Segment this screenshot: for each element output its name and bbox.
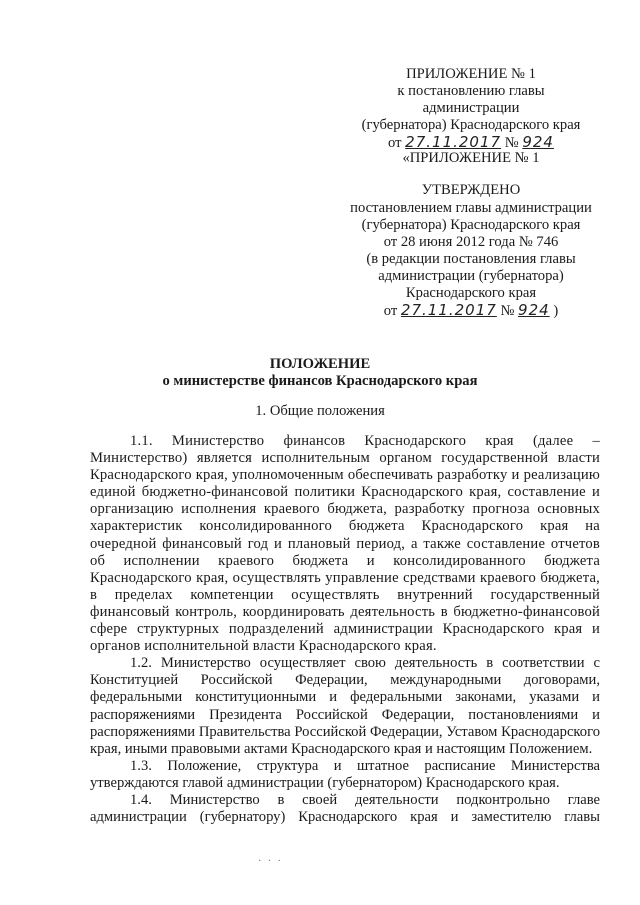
paragraph-1-1: 1.1. Министерство финансов Краснодарского края (далее – Министерство) является исполнительным органом государственной власти Краснодарского края, уполномоченным обеспечивать разработку и реализацию единой бюджетно-финансовой политики Краснодарского края, составление и организацию исполнения краевого бюджета, разработку прогноза основных характеристик консолидированного бюджета Краснодарского края на очередной финансовый год и плановый период, а также составление отчетов об исполнении краевого бюджета и консолидированного бюджета Краснодарского края, осуществлять управление средствами краевого бюджета, в пределах компетенции осуществлять внутренний государственный финансовый контроль, координировать деятельность в бюджетно-финансовой сфере структурных подразделений администрации Краснодарского края и органов исполнительной власти Краснодарского края.: [90, 433, 600, 655]
paragraph-1-4: 1.4. Министерство в своей деятельности подконтрольно главе администрации (губернатору) Краснодарского края и заместителю главы: [90, 791, 600, 826]
approved-title: УТВЕРЖДЕНО: [421, 182, 521, 198]
approved-line-2: (губернатора) Краснодарского края: [361, 217, 581, 233]
approved-closing-paren: ): [553, 303, 559, 319]
appendix-label: ПРИЛОЖЕНИЕ № 1: [406, 66, 536, 82]
paragraph-1-3: 1.3. Положение, структура и штатное расписание Министерства утверждаются главой администрации (губернатором) Краснодарского края.: [90, 757, 600, 791]
appendix-number-sign: №: [504, 135, 519, 151]
appendix-handwritten-date: 27.11.2017: [405, 133, 502, 151]
approved-handwritten-number: 924: [518, 301, 550, 319]
approved-line-6: Краснодарского края: [405, 285, 537, 301]
document-title: ПОЛОЖЕНИЕ: [269, 356, 371, 372]
appendix-from-prefix: от: [388, 135, 402, 151]
document-title-block: [100, 356, 540, 390]
document-subtitle: о министерстве финансов Краснодарского края: [162, 373, 478, 389]
appendix-handwritten-number: 924: [522, 133, 554, 151]
scan-artifact-dots: · · ·: [258, 856, 283, 867]
appendix-line-1: к постановлению главы администрации: [397, 83, 545, 116]
approved-line-3: от 28 июня 2012 года № 746: [383, 234, 559, 250]
approved-line-5: администрации (губернатора): [378, 268, 564, 284]
appendix-header: [348, 66, 594, 152]
approved-number-sign: №: [500, 303, 515, 319]
approved-handwritten-date: 27.11.2017: [400, 301, 497, 319]
document-body: [90, 433, 600, 826]
appendix-line-2: (губернатора) Краснодарского края: [361, 117, 581, 133]
inner-appendix-label: «ПРИЛОЖЕНИЕ № 1: [402, 150, 540, 166]
approved-date-line: [340, 302, 602, 320]
approved-line-1: постановлением главы администрации: [350, 200, 592, 216]
section-heading: 1. Общие положения: [255, 403, 385, 419]
paragraph-1-2: 1.2. Министерство осуществляет свою деятельность в соответствии с Конституцией Российской Федерации, международными договорами, федеральными конституционными и федеральными законами, указами и распоряжениями Президента Российской Федерации, постановлениями и распоряжениями Правительства Российской Федерации, Уставом Краснодарского края, иными правовыми актами Краснодарского края и настоящим Положением.: [90, 655, 600, 757]
approved-from-prefix: от: [383, 303, 398, 319]
approval-block: [340, 182, 602, 320]
approved-line-4: (в редакции постановления главы: [366, 251, 576, 267]
